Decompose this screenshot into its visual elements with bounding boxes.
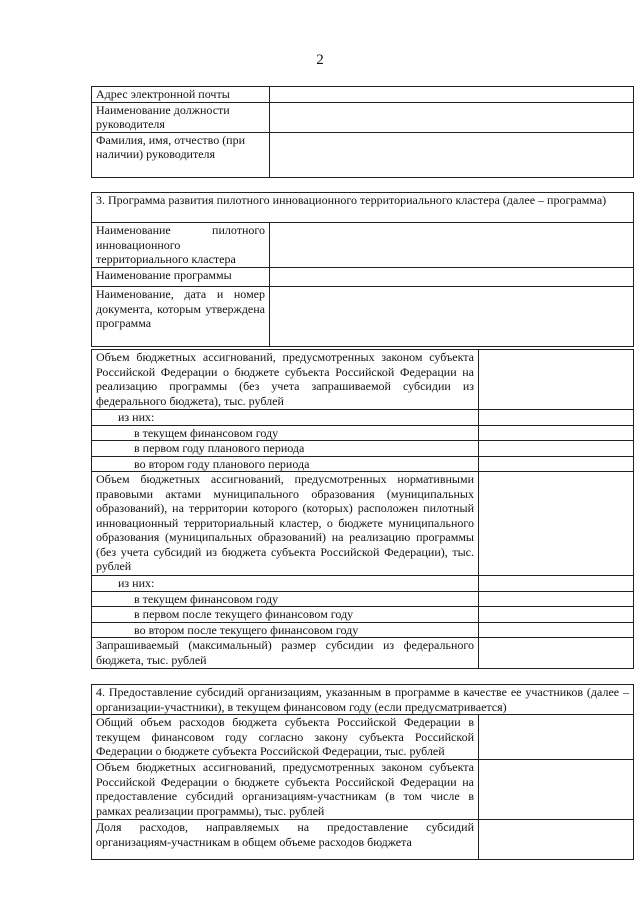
table-row — [92, 456, 634, 472]
row-label: Объем бюджетных ассигнований, предусмотренных законом субъекта Российской Федерации о бюджете субъекта Российской Федерации на предоставление субсидий организациям-участникам (в том числе в рамках реализации программы), тыс. рублей — [92, 760, 479, 820]
section-heading-row — [92, 685, 634, 715]
row-label: Доля расходов, направляемых на предоставление субсидий организациям-участникам в общем объеме расходов бюджета — [92, 820, 479, 860]
table-row — [92, 622, 634, 638]
value-cell[interactable] — [479, 820, 634, 860]
row-label: Наименование пилотного инновационного территориального кластера — [92, 223, 270, 268]
value-cell[interactable] — [270, 132, 634, 177]
table-row — [92, 760, 634, 820]
value-cell[interactable] — [270, 268, 634, 287]
table-row — [92, 425, 634, 441]
row-label: из них: — [92, 576, 479, 592]
table-row — [92, 350, 634, 410]
section3-table-b — [91, 349, 634, 669]
value-cell[interactable] — [479, 410, 634, 426]
value-cell[interactable] — [479, 715, 634, 760]
value-cell[interactable] — [479, 350, 634, 410]
table-row — [92, 223, 634, 268]
table-row — [92, 410, 634, 426]
value-cell[interactable] — [479, 760, 634, 820]
value-cell[interactable] — [270, 287, 634, 347]
row-label: Объем бюджетных ассигнований, предусмотренных нормативными правовыми актами муниципального образования (муниципальных образований), на территории которого (которых) расположен пилотный инновационный территориальный кластер, о бюджете муниципального образования (муниципальных образований) на реализацию программы (без учета субсидий из бюджета субъекта Российской Федерации), тыс. рублей — [92, 472, 479, 576]
section4-heading: 4. Предоставление субсидий организациям, указанным в программе в качестве ее участников (далее – организации-участники), в текущем финансовом году (если предусматривается) — [92, 685, 634, 715]
row-label: из них: — [92, 410, 479, 426]
row-label: во втором году планового периода — [92, 456, 479, 472]
table-row — [92, 715, 634, 760]
row-label: в первом после текущего финансовом году — [92, 607, 479, 623]
row-label: Наименование программы — [92, 268, 270, 287]
row-label: в текущем финансовом году — [92, 591, 479, 607]
value-cell[interactable] — [270, 102, 634, 132]
value-cell[interactable] — [479, 607, 634, 623]
row-label: Запрашиваемый (максимальный) размер субсидии из федерального бюджета, тыс. рублей — [92, 638, 479, 669]
section4-table — [91, 684, 634, 860]
table-row — [92, 87, 634, 103]
row-label: Наименование должности руководителя — [92, 102, 270, 132]
table-row — [92, 638, 634, 669]
value-cell[interactable] — [479, 576, 634, 592]
table-row — [92, 820, 634, 860]
table-row — [92, 287, 634, 347]
page-number: 2 — [316, 52, 324, 68]
row-label: Адрес электронной почты — [92, 87, 270, 103]
value-cell[interactable] — [479, 591, 634, 607]
section3-heading: 3. Программа развития пилотного инновационного территориального кластера (далее – программа) — [92, 193, 634, 223]
table-row — [92, 607, 634, 623]
row-label: Объем бюджетных ассигнований, предусмотренных законом субъекта Российской Федерации о бюджете субъекта Российской Федерации на реализацию программы (без учета запрашиваемой субсидии из федерального бюджета), тыс. рублей — [92, 350, 479, 410]
table-row — [92, 591, 634, 607]
table-row — [92, 441, 634, 457]
row-label: в первом году планового периода — [92, 441, 479, 457]
value-cell[interactable] — [479, 425, 634, 441]
row-label: Наименование, дата и номер документа, которым утверждена программа — [92, 287, 270, 347]
row-label: Фамилия, имя, отчество (при наличии) руководителя — [92, 132, 270, 177]
contacts-table — [91, 86, 634, 178]
value-cell[interactable] — [479, 456, 634, 472]
table-row — [92, 472, 634, 576]
row-label: во втором после текущего финансовом году — [92, 622, 479, 638]
section-heading-row — [92, 193, 634, 223]
table-row — [92, 102, 634, 132]
value-cell[interactable] — [270, 223, 634, 268]
value-cell[interactable] — [479, 638, 634, 669]
value-cell[interactable] — [479, 622, 634, 638]
section3-table-a — [91, 192, 634, 347]
value-cell[interactable] — [479, 472, 634, 576]
table-row — [92, 268, 634, 287]
value-cell[interactable] — [479, 441, 634, 457]
table-row — [92, 576, 634, 592]
row-label: в текущем финансовом году — [92, 425, 479, 441]
row-label: Общий объем расходов бюджета субъекта Российской Федерации в текущем финансовом году согласно закону субъекта Российской Федерации о бюджете субъекта Российской Федерации, тыс. рублей — [92, 715, 479, 760]
table-row — [92, 132, 634, 177]
value-cell[interactable] — [270, 87, 634, 103]
